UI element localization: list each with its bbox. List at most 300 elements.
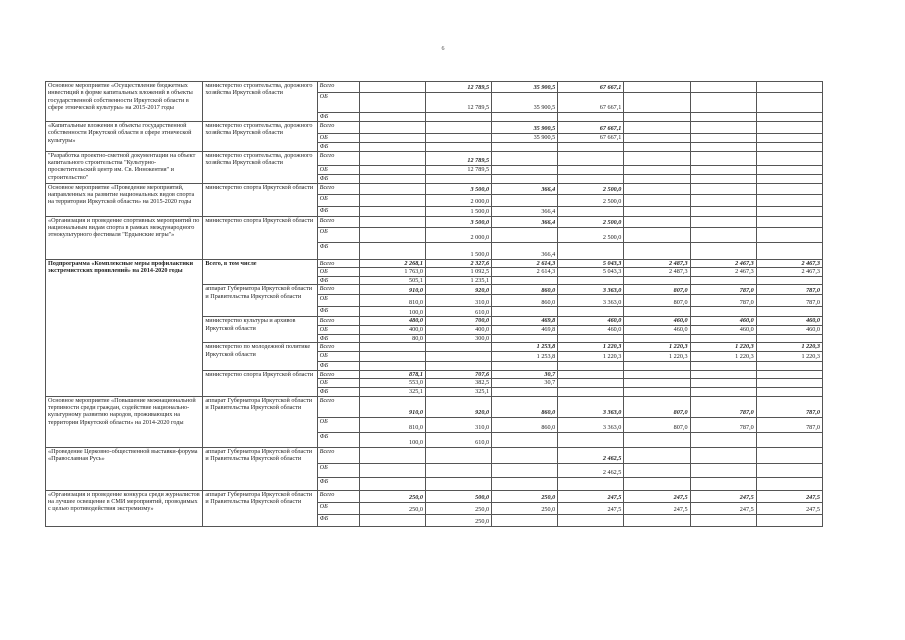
year-2017-value-cell — [624, 447, 690, 463]
budget-table-body — [46, 82, 823, 527]
year-2018-value-cell — [690, 206, 756, 216]
executor-cell: аппарат Губернатора Иркутской области и Правительства Иркутской области — [203, 396, 317, 447]
funding-source-cell: Всего — [317, 82, 359, 93]
total-value-cell — [359, 227, 425, 242]
year-2019-value-cell — [756, 174, 822, 183]
year-2015-value-cell: 35 900,5 — [492, 82, 558, 93]
year-2014-value-cell: 12 789,5 — [425, 82, 491, 93]
year-2018-value-cell: 2 467,3 — [690, 268, 756, 277]
year-2014-value-cell: 707,6 — [425, 370, 491, 379]
total-value-cell — [359, 343, 425, 352]
table-row — [46, 259, 823, 268]
year-2019-value-cell — [756, 432, 822, 447]
total-value-cell: 810,0 — [359, 295, 425, 307]
year-2016-value-cell: 247,5 — [558, 490, 624, 502]
year-2016-value-cell: 67 667,1 — [558, 82, 624, 93]
year-2014-value-cell: 382,5 — [425, 379, 491, 388]
total-value-cell: 80,0 — [359, 334, 425, 343]
year-2019-value-cell: 460,0 — [756, 317, 822, 326]
executor-cell: министерство спорта Иркутской области — [203, 370, 317, 396]
year-2018-value-cell: 1 220,3 — [690, 343, 756, 352]
program-name-cell: «Организация и проведение спортивных мероприятий по национальным видам спорта в рамках международного этнокультурного фестиваля "Ердынские игры"» — [46, 216, 203, 259]
table-row — [46, 151, 823, 165]
year-2017-value-cell: 1 220,3 — [624, 351, 690, 361]
year-2015-value-cell — [492, 165, 558, 174]
total-value-cell — [359, 151, 425, 165]
funding-source-cell: ФБ — [317, 477, 359, 490]
funding-source-cell: ОБ — [317, 351, 359, 361]
funding-source-cell: ФБ — [317, 334, 359, 343]
year-2018-value-cell — [690, 334, 756, 343]
year-2019-value-cell — [756, 227, 822, 242]
year-2016-value-cell: 2 500,0 — [558, 194, 624, 206]
total-value-cell — [359, 216, 425, 227]
year-2014-value-cell: 12 789,5 — [425, 93, 491, 113]
total-value-cell: 553,0 — [359, 379, 425, 388]
executor-cell: министерство строительства, дорожного хозяйства Иркутской области — [203, 151, 317, 183]
year-2019-value-cell — [756, 334, 822, 343]
year-2017-value-cell — [624, 227, 690, 242]
year-2017-value-cell — [624, 206, 690, 216]
year-2019-value-cell: 1 220,3 — [756, 351, 822, 361]
year-2017-value-cell: 2 487,3 — [624, 268, 690, 277]
year-2017-value-cell: 1 220,3 — [624, 343, 690, 352]
year-2015-value-cell: 1 253,8 — [492, 351, 558, 361]
executor-cell: аппарат Губернатора Иркутской области и Правительства Иркутской области — [203, 285, 317, 317]
year-2017-value-cell — [624, 514, 690, 526]
year-2014-value-cell: 700,0 — [425, 317, 491, 326]
year-2019-value-cell — [756, 361, 822, 370]
year-2017-value-cell: 807,0 — [624, 417, 690, 432]
year-2014-value-cell — [425, 447, 491, 463]
total-value-cell — [359, 361, 425, 370]
table-row — [46, 183, 823, 194]
year-2014-value-cell: 2 000,0 — [425, 227, 491, 242]
year-2015-value-cell — [492, 194, 558, 206]
program-name-cell: Подпрограмма «Комплексные меры профилактики экстремистских проявлений» на 2014-2020 годы — [46, 259, 203, 396]
program-name-cell: «Капитальные вложения в объекты государственной собственности Иркутской области в сфере этнической культуры» — [46, 122, 203, 152]
year-2018-value-cell: 787,0 — [690, 396, 756, 417]
table-row — [46, 82, 823, 93]
funding-source-cell: ФБ — [317, 361, 359, 370]
year-2015-value-cell: 366,4 — [492, 242, 558, 259]
year-2019-value-cell: 247,5 — [756, 502, 822, 514]
funding-source-cell: ФБ — [317, 307, 359, 317]
funding-source-cell: ФБ — [317, 432, 359, 447]
year-2017-value-cell — [624, 113, 690, 122]
total-value-cell: 100,0 — [359, 307, 425, 317]
year-2017-value-cell — [624, 379, 690, 388]
funding-source-cell: ОБ — [317, 93, 359, 113]
year-2016-value-cell — [558, 206, 624, 216]
year-2017-value-cell: 460,0 — [624, 325, 690, 334]
year-2015-value-cell — [492, 174, 558, 183]
year-2018-value-cell — [690, 174, 756, 183]
executor-cell: аппарат Губернатора Иркутской области и Правительства Иркутской области — [203, 447, 317, 490]
year-2014-value-cell: 920,0 — [425, 285, 491, 295]
year-2017-value-cell — [624, 122, 690, 134]
year-2016-value-cell — [558, 276, 624, 285]
year-2019-value-cell — [756, 165, 822, 174]
funding-source-cell: ОБ — [317, 379, 359, 388]
funding-source-cell: Всего — [317, 183, 359, 194]
year-2015-value-cell — [492, 361, 558, 370]
executor-cell: министерство строительства, дорожного хозяйства Иркутской области — [203, 122, 317, 152]
program-name-cell: «Организация и проведение конкурса среди журналистов на лучшее освещение в СМИ мероприятий, проводимых с целью противодействия экстремизму» — [46, 490, 203, 526]
year-2017-value-cell — [624, 307, 690, 317]
year-2014-value-cell: 12 789,5 — [425, 151, 491, 165]
year-2019-value-cell — [756, 183, 822, 194]
year-2018-value-cell — [690, 370, 756, 379]
year-2018-value-cell — [690, 142, 756, 151]
total-value-cell — [359, 122, 425, 134]
year-2015-value-cell — [492, 276, 558, 285]
year-2016-value-cell: 2 500,0 — [558, 183, 624, 194]
funding-source-cell: Всего — [317, 490, 359, 502]
year-2014-value-cell — [425, 463, 491, 477]
funding-source-cell: Всего — [317, 216, 359, 227]
year-2015-value-cell — [492, 334, 558, 343]
total-value-cell: 250,0 — [359, 502, 425, 514]
year-2019-value-cell: 787,0 — [756, 295, 822, 307]
funding-source-cell: ФБ — [317, 242, 359, 259]
year-2019-value-cell — [756, 134, 822, 143]
year-2017-value-cell — [624, 432, 690, 447]
total-value-cell — [359, 242, 425, 259]
year-2015-value-cell: 30,7 — [492, 379, 558, 388]
year-2015-value-cell: 366,4 — [492, 216, 558, 227]
year-2017-value-cell — [624, 134, 690, 143]
program-name-cell: Основное мероприятие «Повышение межнациональной терпимости среди граждан, содействие национально-культурному развитию народов, проживающих на территории Иркутской области» на 2014-2020 годы — [46, 396, 203, 447]
year-2018-value-cell — [690, 82, 756, 93]
year-2016-value-cell — [558, 151, 624, 165]
year-2016-value-cell — [558, 370, 624, 379]
year-2018-value-cell: 247,5 — [690, 490, 756, 502]
year-2016-value-cell: 3 363,0 — [558, 396, 624, 417]
year-2019-value-cell: 787,0 — [756, 417, 822, 432]
total-value-cell — [359, 134, 425, 143]
year-2015-value-cell — [492, 463, 558, 477]
year-2014-value-cell — [425, 134, 491, 143]
year-2015-value-cell: 860,0 — [492, 396, 558, 417]
funding-source-cell: ОБ — [317, 227, 359, 242]
funding-source-cell: ФБ — [317, 113, 359, 122]
funding-source-cell: Всего — [317, 151, 359, 165]
funding-source-cell: Всего — [317, 343, 359, 352]
program-name-cell: "Разработка проектно-сметной документации на объект капитального строительства "Культурно-просветительский центр им. Св. Иннокентия" и строительство" — [46, 151, 203, 183]
total-value-cell: 810,0 — [359, 417, 425, 432]
year-2019-value-cell — [756, 307, 822, 317]
year-2015-value-cell — [492, 151, 558, 165]
total-value-cell: 250,0 — [359, 490, 425, 502]
year-2016-value-cell — [558, 387, 624, 396]
total-value-cell — [359, 351, 425, 361]
year-2018-value-cell — [690, 194, 756, 206]
year-2018-value-cell — [690, 134, 756, 143]
total-value-cell: 480,0 — [359, 317, 425, 326]
year-2015-value-cell: 250,0 — [492, 490, 558, 502]
year-2018-value-cell — [690, 387, 756, 396]
year-2015-value-cell: 469,8 — [492, 317, 558, 326]
year-2014-value-cell — [425, 361, 491, 370]
year-2016-value-cell — [558, 174, 624, 183]
year-2014-value-cell: 400,0 — [425, 325, 491, 334]
year-2015-value-cell — [492, 387, 558, 396]
table-row — [46, 447, 823, 463]
funding-source-cell: ОБ — [317, 194, 359, 206]
year-2018-value-cell: 787,0 — [690, 295, 756, 307]
year-2015-value-cell — [492, 227, 558, 242]
year-2015-value-cell: 35 900,5 — [492, 122, 558, 134]
year-2018-value-cell — [690, 183, 756, 194]
year-2014-value-cell — [425, 351, 491, 361]
executor-cell: министерство спорта Иркутской области — [203, 183, 317, 216]
year-2017-value-cell: 807,0 — [624, 295, 690, 307]
year-2018-value-cell: 787,0 — [690, 285, 756, 295]
total-value-cell: 325,1 — [359, 387, 425, 396]
year-2014-value-cell: 1 235,1 — [425, 276, 491, 285]
year-2018-value-cell — [690, 379, 756, 388]
year-2016-value-cell — [558, 242, 624, 259]
table-row — [46, 396, 823, 417]
year-2016-value-cell: 460,0 — [558, 325, 624, 334]
funding-source-cell: ОБ — [317, 325, 359, 334]
year-2017-value-cell — [624, 370, 690, 379]
year-2019-value-cell: 460,0 — [756, 325, 822, 334]
executor-cell: министерство спорта Иркутской области — [203, 216, 317, 259]
year-2017-value-cell — [624, 463, 690, 477]
year-2019-value-cell — [756, 276, 822, 285]
year-2015-value-cell — [492, 477, 558, 490]
year-2019-value-cell — [756, 151, 822, 165]
year-2017-value-cell — [624, 82, 690, 93]
year-2016-value-cell: 5 043,3 — [558, 259, 624, 268]
year-2015-value-cell: 860,0 — [492, 285, 558, 295]
year-2018-value-cell — [690, 361, 756, 370]
year-2014-value-cell: 1 500,0 — [425, 206, 491, 216]
year-2018-value-cell — [690, 477, 756, 490]
year-2015-value-cell: 366,4 — [492, 183, 558, 194]
year-2016-value-cell: 2 462,5 — [558, 447, 624, 463]
year-2017-value-cell: 2 487,3 — [624, 259, 690, 268]
table-row — [46, 490, 823, 502]
year-2017-value-cell — [624, 276, 690, 285]
year-2016-value-cell — [558, 432, 624, 447]
funding-source-cell: ФБ — [317, 142, 359, 151]
year-2016-value-cell: 3 363,0 — [558, 295, 624, 307]
table-row — [46, 122, 823, 134]
year-2018-value-cell — [690, 463, 756, 477]
year-2018-value-cell — [690, 227, 756, 242]
year-2019-value-cell: 2 467,3 — [756, 259, 822, 268]
year-2014-value-cell: 2 000,0 — [425, 194, 491, 206]
year-2016-value-cell — [558, 142, 624, 151]
year-2016-value-cell: 2 462,5 — [558, 463, 624, 477]
year-2017-value-cell: 807,0 — [624, 285, 690, 295]
year-2018-value-cell — [690, 113, 756, 122]
year-2018-value-cell — [690, 122, 756, 134]
year-2015-value-cell — [492, 447, 558, 463]
year-2015-value-cell — [492, 432, 558, 447]
year-2017-value-cell: 247,5 — [624, 502, 690, 514]
year-2014-value-cell: 3 500,0 — [425, 183, 491, 194]
year-2014-value-cell: 610,0 — [425, 307, 491, 317]
year-2016-value-cell — [558, 361, 624, 370]
year-2016-value-cell: 1 220,3 — [558, 351, 624, 361]
total-value-cell — [359, 113, 425, 122]
program-name-cell: Основное мероприятие «Проведение мероприятий, направленных на развитие национальных видов спорта на территории Иркутской области» на 2015-2020 годы — [46, 183, 203, 216]
year-2018-value-cell — [690, 93, 756, 113]
year-2015-value-cell: 35 900,5 — [492, 134, 558, 143]
year-2015-value-cell — [492, 142, 558, 151]
year-2016-value-cell — [558, 334, 624, 343]
total-value-cell — [359, 447, 425, 463]
year-2017-value-cell — [624, 216, 690, 227]
year-2019-value-cell — [756, 447, 822, 463]
year-2016-value-cell: 2 500,0 — [558, 227, 624, 242]
executor-cell: министерство культуры и архивов Иркутской области — [203, 317, 317, 343]
year-2016-value-cell — [558, 165, 624, 174]
total-value-cell — [359, 463, 425, 477]
year-2018-value-cell: 247,5 — [690, 502, 756, 514]
year-2016-value-cell: 2 500,0 — [558, 216, 624, 227]
year-2019-value-cell — [756, 370, 822, 379]
total-value-cell — [359, 206, 425, 216]
year-2019-value-cell — [756, 463, 822, 477]
year-2015-value-cell: 860,0 — [492, 417, 558, 432]
funding-source-cell: ОБ — [317, 165, 359, 174]
year-2016-value-cell: 5 043,3 — [558, 268, 624, 277]
total-value-cell: 910,0 — [359, 396, 425, 417]
year-2017-value-cell — [624, 142, 690, 151]
year-2015-value-cell: 860,0 — [492, 295, 558, 307]
year-2014-value-cell — [425, 174, 491, 183]
year-2016-value-cell: 67 667,1 — [558, 134, 624, 143]
year-2016-value-cell — [558, 477, 624, 490]
year-2017-value-cell — [624, 194, 690, 206]
total-value-cell — [359, 183, 425, 194]
funding-source-cell: Всего — [317, 317, 359, 326]
year-2019-value-cell — [756, 206, 822, 216]
year-2019-value-cell — [756, 242, 822, 259]
year-2014-value-cell: 1 500,0 — [425, 242, 491, 259]
total-value-cell — [359, 194, 425, 206]
year-2017-value-cell — [624, 165, 690, 174]
year-2014-value-cell: 310,0 — [425, 295, 491, 307]
year-2014-value-cell: 325,1 — [425, 387, 491, 396]
table-row — [46, 216, 823, 227]
year-2019-value-cell: 787,0 — [756, 396, 822, 417]
year-2019-value-cell — [756, 216, 822, 227]
total-value-cell — [359, 82, 425, 93]
year-2017-value-cell — [624, 174, 690, 183]
year-2014-value-cell: 920,0 — [425, 396, 491, 417]
total-value-cell — [359, 477, 425, 490]
year-2018-value-cell: 1 220,3 — [690, 351, 756, 361]
year-2016-value-cell: 67 667,1 — [558, 93, 624, 113]
year-2016-value-cell: 67 667,1 — [558, 122, 624, 134]
year-2014-value-cell — [425, 477, 491, 490]
funding-source-cell: Всего — [317, 285, 359, 295]
year-2017-value-cell — [624, 477, 690, 490]
funding-source-cell: Всего — [317, 396, 359, 417]
funding-source-cell: ОБ — [317, 134, 359, 143]
year-2019-value-cell — [756, 477, 822, 490]
budget-table — [45, 81, 823, 527]
year-2019-value-cell — [756, 142, 822, 151]
year-2016-value-cell: 247,5 — [558, 502, 624, 514]
year-2018-value-cell: 787,0 — [690, 417, 756, 432]
funding-source-cell: Всего — [317, 447, 359, 463]
year-2019-value-cell — [756, 82, 822, 93]
year-2015-value-cell — [492, 113, 558, 122]
year-2019-value-cell: 247,5 — [756, 490, 822, 502]
year-2019-value-cell — [756, 514, 822, 526]
year-2017-value-cell: 247,5 — [624, 490, 690, 502]
executor-cell: министерство по молодежной политике Иркутской области — [203, 343, 317, 371]
total-value-cell: 878,1 — [359, 370, 425, 379]
year-2019-value-cell — [756, 113, 822, 122]
year-2015-value-cell: 30,7 — [492, 370, 558, 379]
program-name-cell: Основное мероприятие «Осуществление бюджетных инвестиций в форме капитальных вложений в объекты государственной собственности Иркутской области в сфере этнической культуры» на 2015-2017 годы — [46, 82, 203, 122]
page-number: 6 — [441, 46, 445, 52]
year-2016-value-cell — [558, 113, 624, 122]
total-value-cell: 400,0 — [359, 325, 425, 334]
year-2014-value-cell: 310,0 — [425, 417, 491, 432]
year-2019-value-cell — [756, 379, 822, 388]
funding-source-cell: ОБ — [317, 417, 359, 432]
total-value-cell: 2 268,1 — [359, 259, 425, 268]
year-2018-value-cell — [690, 307, 756, 317]
year-2014-value-cell: 250,0 — [425, 502, 491, 514]
funding-source-cell: Всего — [317, 259, 359, 268]
year-2017-value-cell — [624, 183, 690, 194]
year-2015-value-cell: 1 253,8 — [492, 343, 558, 352]
total-value-cell: 1 763,0 — [359, 268, 425, 277]
year-2014-value-cell: 500,0 — [425, 490, 491, 502]
year-2014-value-cell: 12 789,5 — [425, 165, 491, 174]
year-2014-value-cell: 2 327,6 — [425, 259, 491, 268]
total-value-cell: 505,1 — [359, 276, 425, 285]
year-2015-value-cell: 366,4 — [492, 206, 558, 216]
year-2015-value-cell: 2 614,3 — [492, 259, 558, 268]
year-2015-value-cell: 250,0 — [492, 502, 558, 514]
funding-source-cell: ОБ — [317, 268, 359, 277]
year-2016-value-cell: 3 363,0 — [558, 417, 624, 432]
funding-source-cell: ФБ — [317, 276, 359, 285]
year-2015-value-cell — [492, 307, 558, 317]
funding-source-cell: ОБ — [317, 463, 359, 477]
total-value-cell: 100,0 — [359, 432, 425, 447]
year-2014-value-cell — [425, 122, 491, 134]
year-2017-value-cell — [624, 361, 690, 370]
executor-cell: Всего, в том числе — [203, 259, 317, 285]
year-2018-value-cell — [690, 276, 756, 285]
year-2018-value-cell — [690, 165, 756, 174]
year-2016-value-cell — [558, 379, 624, 388]
year-2014-value-cell: 3 500,0 — [425, 216, 491, 227]
funding-source-cell: ФБ — [317, 206, 359, 216]
year-2016-value-cell — [558, 307, 624, 317]
year-2016-value-cell: 1 220,3 — [558, 343, 624, 352]
year-2014-value-cell — [425, 343, 491, 352]
funding-source-cell: Всего — [317, 122, 359, 134]
year-2018-value-cell: 460,0 — [690, 325, 756, 334]
year-2018-value-cell — [690, 432, 756, 447]
year-2019-value-cell — [756, 122, 822, 134]
year-2018-value-cell — [690, 216, 756, 227]
funding-source-cell: ФБ — [317, 174, 359, 183]
